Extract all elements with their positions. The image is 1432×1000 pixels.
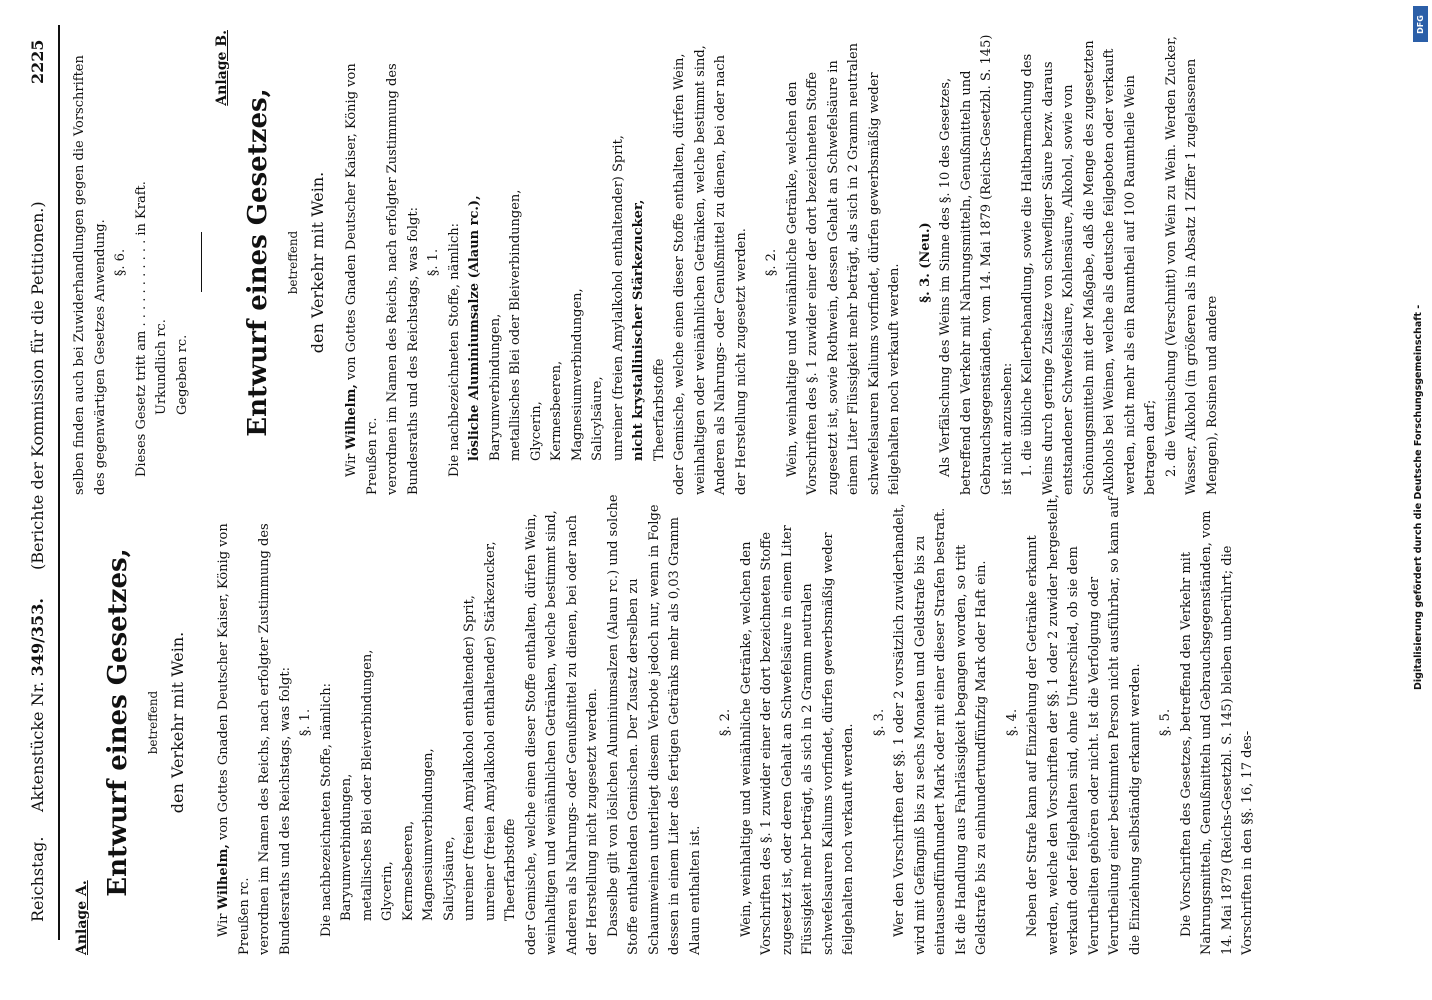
anlage-a-preamble (214, 490, 255, 955)
anlage-a-par4-text: Neben der Strafe kann auf Einziehung der Getränke erkannt werden, welche den Vorschriften der §§. 1 oder 2 zuwider hergestellt, verkauft oder feilgehalten sind, ohne Unterschied, ob sie dem Verurtheilten gehören oder nicht. Ist die Verfolgung oder Verurtheilung einer bestimmten Person nicht ausführbar, so kann auf die Einziehung selbständig erkannt werden. (1025, 494, 1143, 955)
anlage-a-label: Anlage A. (74, 880, 90, 955)
header-title-prefix: Aktenstücke Nr. (28, 681, 47, 812)
header-title (28, 598, 47, 812)
column-left (70, 490, 1259, 955)
anlage-b-subject: den Verkehr mit Wein. (308, 171, 327, 354)
anlage-b-label: Anlage B. (214, 30, 230, 106)
signature-gegeben: Gegeben rc. (174, 334, 190, 415)
anlage-a-par5-heading: §. 5. (1158, 708, 1173, 737)
header-title-number: 349/353. (28, 598, 47, 677)
list-item: metallisches Blei oder Bleiverbindungen, (359, 649, 375, 921)
list-item: lösliche Aluminiumsalze (Alaun rc.), (467, 195, 482, 461)
spacer (906, 30, 916, 495)
anlage-b-par3-heading: §. 3. (Neu.) (917, 222, 933, 303)
spacer (1146, 490, 1156, 955)
list-item: Magnesiumverbindungen, (569, 288, 585, 461)
anlage-a-par2-heading: §. 2. (718, 708, 733, 737)
preamble-rest: von Gottes Gnaden Deutscher Kaiser, König von Preußen rc. (216, 523, 252, 955)
preamble-name: Wilhelm, (216, 844, 231, 910)
list-item: Baryumverbindungen, (339, 773, 354, 921)
list-item: Kermesbeeren, (549, 360, 564, 461)
list-item: nicht krystallinischer Stärkezucker, (631, 199, 646, 461)
page-number: 2225 (28, 39, 47, 84)
anlage-b-par1-heading: §. 1. (426, 248, 441, 277)
preamble-lead: Wir (344, 453, 359, 477)
list-item: unreiner (freien Amylalkohol enthaltender) Sprit, (610, 135, 626, 461)
anlage-b-par3-item-1: 1. die übliche Kellerbehandlung, sowie die Haltbarmachung des Weins durch geringe Zusätze von schwefliger Säure bezw. daraus entstandener Schwefelsäure, Kohlensäure, Alkohol, sowie von Schönungsmitteln mit der Maßgabe, daß die Menge des zugesetzten Alkohols bei Weinen, welche als deutsche feilgeboten oder verkauft werden, nicht mehr als ein Raumtheil auf 100 Raumtheile Wein betragen darf; (1020, 40, 1158, 495)
anlage-b-par2-text: Wein, weinhaltige und weinähnliche Getränke, welchen den Vorschriften des §. 1 zuwider einer der dort bezeichneten Stoffe zugesetzt ist, sowie Rothwein, dessen Gehalt an Schwefelsäure in einem Liter Flüssigkeit mehr beträgt, als sich in 2 Gramm neutralen schwefelsauren Kaliums vorfindet, dürfen gewerbsmäßig weder feilgehalten noch verkauft werden. (784, 42, 902, 495)
par6-text: Dieses Gesetz tritt am . . . . . . . . . . . in Kraft. (133, 181, 149, 477)
header-reichstag: Reichstag. (28, 836, 47, 922)
dfg-credit: Digitalisierung gefördert durch die Deutsche Forschungsgemeinschaft - (1413, 304, 1424, 690)
signature-urkundlich: Urkundlich rc. (154, 319, 169, 415)
list-item: Baryumverbindungen, (487, 313, 503, 461)
spacer (192, 490, 214, 955)
dfg-logo-icon (1413, 6, 1428, 42)
anlage-b-par1-list (465, 30, 670, 495)
list-item: Kermesbeeren, (400, 820, 416, 921)
anlage-b-title: Entwurf eines Gesetzes, (243, 88, 273, 437)
list-item: metallisches Blei oder Bleiverbindungen, (508, 189, 523, 461)
anlage-b-par3-text: Als Verfälschung des Weins im Sinne des §. 10 des Gesetzes, betreffend den Verkehr mit Nahrungsmitteln, Genußmitteln und Gebrauchsgegenständen, vom 14. Mai 1879 (Reichs-Gesetzbl. S. 145) ist nicht anzusehen: (938, 34, 1015, 495)
anlage-a-par5-text: Die Vorschriften des Gesetzes, betreffend den Verkehr mit Nahrungsmitteln, Genußmitteln und Gebrauchsgegenständen, vom 14. Mai 1879 (Reichs-Gesetzbl. S. 145) bleiben unberührt; die Vorschriften in den §§. 16, 17 des- (1178, 510, 1255, 955)
signature-block (152, 30, 193, 495)
spacer (993, 490, 1003, 955)
anlage-a-preamble-2: verordnen im Namen des Reichs, nach erfolgter Zustimmung des Bundesraths und des Reichstags, was folgt: (257, 523, 293, 955)
anlage-a-par4-heading: §. 4. (1004, 708, 1020, 737)
section-divider (201, 233, 202, 293)
header-rule (58, 25, 60, 940)
list-item: Salicylsäure, (590, 376, 605, 461)
anlage-a-par3-heading: §. 3. (871, 708, 887, 737)
anlage-a-par1-text: oder Gemische, welche einen dieser Stoffe enthalten, dürfen Wein, weinhaltigen und weinähnlichen Getränken, welche bestimmt sind, Anderen als Nahrungs- oder Genußmittel zu dienen, bei oder nach der Herstellung nicht zugesetzt werden. (523, 510, 600, 955)
anlage-a-subject: den Verkehr mit Wein. (168, 631, 187, 814)
anlage-a-par1-intro: Die nachbezeichneten Stoffe, nämlich: (318, 683, 334, 937)
anlage-a-par1-heading: §. 1. (298, 708, 313, 737)
preamble-rest: von Gottes Gnaden Deutscher Kaiser, König von Preußen rc. (344, 63, 380, 495)
anlage-a-title: Entwurf eines Gesetzes, (103, 548, 133, 897)
list-item: unreiner (freien Amylalkohol enthaltender) Sprit, (462, 595, 477, 921)
list-item: Glycerin, (528, 401, 544, 461)
preamble-name: Wilhelm, (344, 384, 359, 450)
list-item: Glycerin, (380, 861, 395, 921)
par6-heading: §. 6. (113, 248, 128, 277)
header-note: (Berichte der Kommission für die Petitionen.) (28, 201, 47, 570)
spacer (706, 490, 716, 955)
preamble-lead: Wir (216, 913, 231, 937)
dfg-logo-text: DFG (1416, 14, 1426, 34)
anlage-a-par1-list (337, 490, 522, 955)
list-item: Salicylsäure, (441, 836, 457, 921)
list-item: unreiner (freien Amylalkohol enthaltender) Stärkezucker, (482, 541, 498, 921)
anlage-a-par2-text: Wein, weinhaltige und weinähnliche Getränke, welchen den Vorschriften des §. 1 zuwider einer der dort bezeichneten Stoffe zugesetzt ist, oder deren Gehalt an Schwefelsäure in einem Liter Flüssigkeit mehr beträgt, als sich in 2 Gramm neutralen schwefelsauren Kaliums vorfindet, dürfen gewerbsmäßig weder feilgehalten noch verkauft werden. (738, 525, 856, 955)
anlage-b-par1-text: oder Gemische, welche einen dieser Stoffe enthalten, dürfen Wein, weinhaltigen oder weinähnlichen Getränken, welche bestimmt sind, Anderen als Nahrungs- oder Genußmittel zu dienen, bei oder nach der Herstellung nicht zugesetzt werden. (672, 45, 749, 495)
list-item: Theerfarbstoffe (503, 818, 518, 921)
list-item: Theerfarbstoffe (651, 358, 667, 461)
anlage-b-par2-heading: §. 2. (764, 248, 779, 277)
anlage-b-betreffend: betreffend (286, 230, 300, 295)
continuation-text: selben finden auch bei Zuwiderhandlungen gegen die Vorschriften des gegenwärtigen Gesetzes Anwendung. (72, 55, 108, 495)
anlage-a-par3-text: Wer den Vorschriften der §§. 1 oder 2 vorsätzlich zuwiderhandelt, wird mit Gefängniß bis zu sechs Monaten und Geldstrafe bis zu eintausendfünfhundert Mark oder mit einer dieser Strafen bestraft. Ist die Handlung aus Fahrlässigkeit begangen worden, so tritt Geldstrafe bis zu einhundertundfünfzig Mark oder Haft ein. (892, 503, 989, 955)
spacer (752, 30, 762, 495)
spacer (332, 30, 342, 495)
anlage-b-preamble-2: verordnen im Namen des Reichs, nach erfolgter Zustimmung des Bundesraths und des Reichstags, was folgt: (385, 63, 421, 495)
anlage-b-par1-intro: Die nachbezeichneten Stoffe, nämlich: (446, 223, 462, 477)
spacer (860, 490, 870, 955)
anlage-a-betreffend: betreffend (146, 690, 160, 755)
anlage-b-preamble (342, 30, 383, 495)
page-header (18, 0, 58, 1000)
anlage-a-par1-extra: Dasselbe gilt von löslichen Aluminiumsalzen (Alaun rc.) und solche Stoffe enthaltenden Gemischen. Der Zusatz derselben zu Schaumweinen unterliegt diesem Verbote jedoch nur, wenn in Folge dessen in einem Liter des fertigen Getränks mehr als 0,03 Gramm Alaun enthalten ist. (605, 494, 703, 955)
list-item: Magnesiumverbindungen, (421, 748, 436, 921)
anlage-b-par3-item-2: 2. die Vermischung (Verschnitt) von Wein zu Wein. Werden Zucker, Wasser, Alkohol (in größeren als in Absatz 1 Ziffer 1 zugelassenen Mengen), Rosinen und andere (1163, 35, 1220, 495)
column-right (70, 30, 1223, 495)
